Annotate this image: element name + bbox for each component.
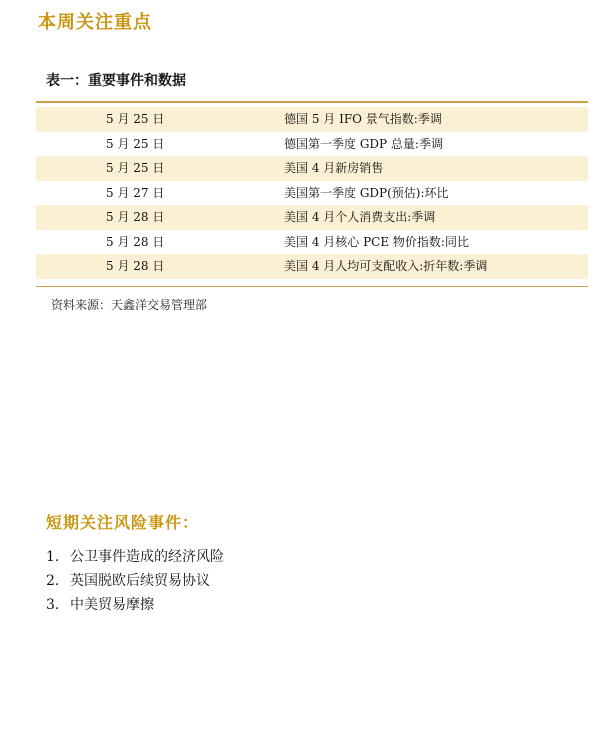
table-row bbox=[36, 254, 588, 279]
table-row bbox=[36, 132, 588, 157]
event-date: 5 月 27 日 bbox=[106, 185, 165, 200]
event-date: 5 月 25 日 bbox=[106, 112, 165, 126]
list-item bbox=[46, 571, 224, 595]
event-date: 5 月 25 日 bbox=[106, 161, 165, 175]
list-number: 2. bbox=[46, 573, 60, 589]
list-item bbox=[46, 595, 224, 619]
table-bottom-rule bbox=[36, 286, 588, 287]
table-row bbox=[36, 230, 588, 255]
table-row bbox=[36, 205, 588, 230]
table-title: 表一：重要事件和数据 bbox=[46, 73, 186, 89]
risk-section-title: 短期关注风险事件： bbox=[46, 513, 200, 532]
list-item-text: 中美贸易摩擦 bbox=[70, 597, 154, 613]
table-top-rule bbox=[36, 101, 588, 103]
list-item-text: 公卫事件造成的经济风险 bbox=[70, 549, 224, 565]
event-date: 5 月 28 日 bbox=[106, 234, 165, 249]
event-name: 美国 4 月新房销售 bbox=[284, 161, 384, 175]
event-name: 美国第一季度 GDP(预估):环比 bbox=[284, 185, 449, 200]
event-name: 美国 4 月核心 PCE 物价指数:同比 bbox=[284, 234, 469, 249]
table-row bbox=[36, 107, 588, 132]
events-table bbox=[36, 107, 588, 279]
event-name: 德国第一季度 GDP 总量:季调 bbox=[284, 136, 443, 151]
list-number: 1. bbox=[46, 549, 60, 565]
event-name: 美国 4 月个人消费支出:季调 bbox=[284, 210, 436, 224]
list-item-text: 英国脱欧后续贸易协议 bbox=[70, 573, 210, 589]
event-name: 德国 5 月 IFO 景气指数:季调 bbox=[284, 112, 442, 126]
section-title: 本周关注重点 bbox=[38, 12, 152, 33]
risk-list bbox=[46, 547, 224, 619]
list-item bbox=[46, 547, 224, 571]
event-date: 5 月 28 日 bbox=[106, 259, 165, 273]
event-date: 5 月 25 日 bbox=[106, 136, 165, 151]
table-row bbox=[36, 156, 588, 181]
event-name: 美国 4 月人均可支配收入:折年数:季调 bbox=[284, 259, 488, 273]
table-row bbox=[36, 181, 588, 206]
event-date: 5 月 28 日 bbox=[106, 210, 165, 224]
source-note: 资料来源：天鑫洋交易管理部 bbox=[51, 298, 208, 312]
list-number: 3. bbox=[46, 597, 60, 613]
